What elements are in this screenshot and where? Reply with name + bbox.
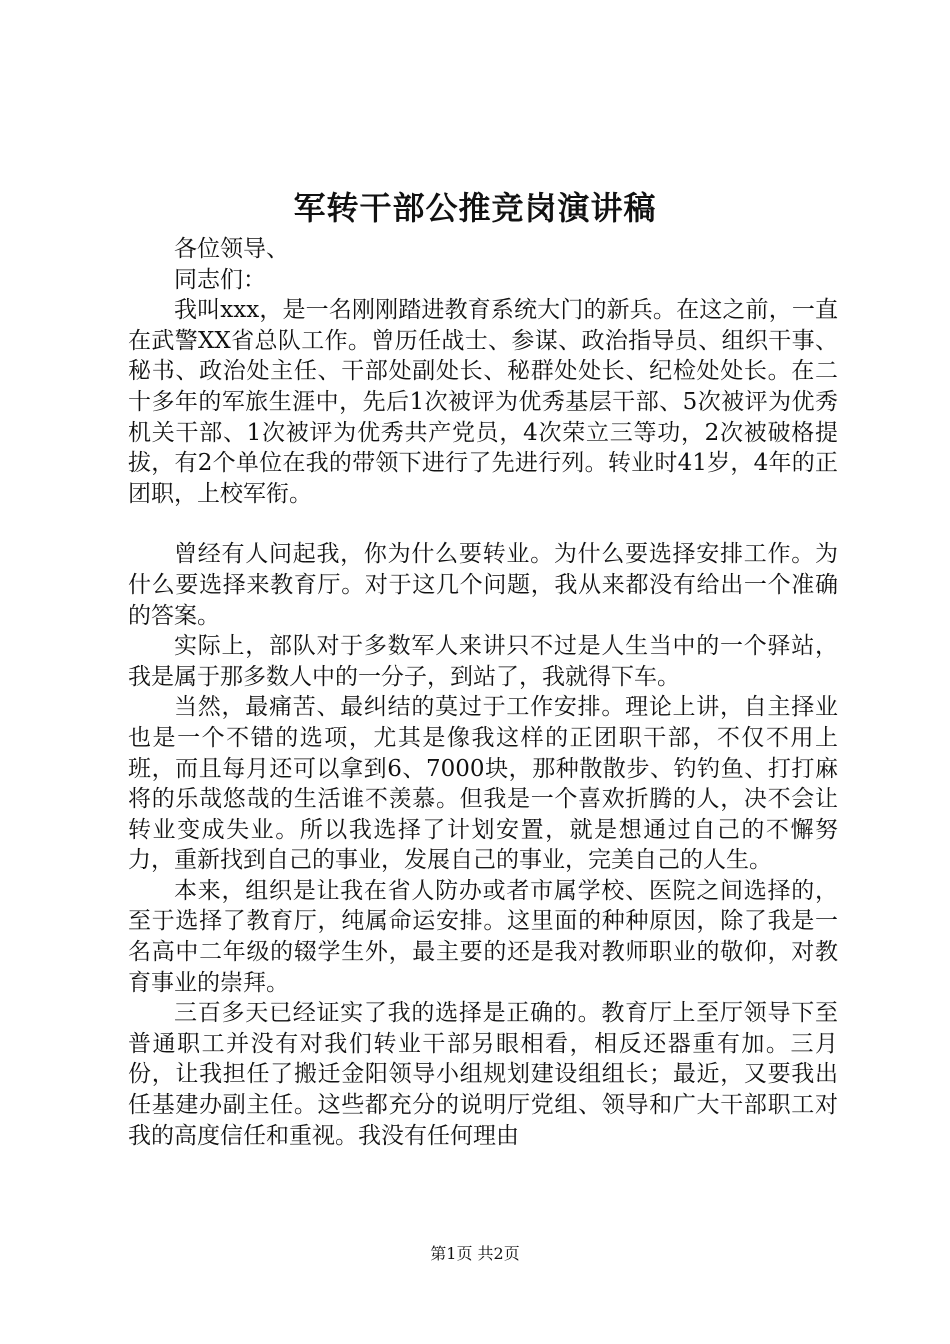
document-title: 军转干部公推竞岗演讲稿 xyxy=(293,189,657,227)
paragraph-why-transfer: 曾经有人问起我，你为什么要转业。为什么要选择安排工作。为什么要选择来教育厅。对于这几个问题，我从来都没有给出一个准确的答案。 xyxy=(128,541,838,629)
salutation-leaders: 各位领导、 xyxy=(174,236,289,262)
paragraph-station: 实际上，部队对于多数军人来讲只不过是人生当中的一个驿站，我是属于那多数人中的一分子，到站了，我就得下车。 xyxy=(128,633,838,690)
salutation-comrades: 同志们： xyxy=(174,266,266,293)
paragraph-introduction: 我叫xxx，是一名刚刚踏进教育系统大门的新兵。在这之前，一直在武警XX省总队工作。曾历任战士、参谋、政治指导员、组织干事、秘书、政治处主任、干部处副处长、秘群处处长、纪检处处长。在二十多年的军旅生涯中，先后1次被评为优秀基层干部、5次被评为优秀机关干部、1次被评为优秀共产党员，4次荣立三等功，2次被破格提拔，有2个单位在我的带领下进行了先进行列。转业时41岁，4年的正团职，上校军衔。 xyxy=(128,297,838,507)
page-number: 第1页 共2页 xyxy=(430,1244,520,1263)
paragraph-confirmation: 三百多天已经证实了我的选择是正确的。教育厅上至厅领导下至普通职工并没有对我们转业干部另眼相看，相反还器重有加。三月份，让我担任了搬迁金阳领导小组规划建设组组长；最近，又要我出任基建办副主任。这些都充分的说明厅党组、领导和广大干部职工对我的高度信任和重视。我没有任何理由 xyxy=(128,1000,838,1149)
document-body xyxy=(128,234,838,1151)
paragraph-education-choice: 本来，组织是让我在省人防办或者市属学校、医院之间选择的，至于选择了教育厅，纯属命运安排。这里面的种种原因，除了我是一名高中二年级的辍学生外，最主要的还是我对教师职业的敬仰，对教育事业的崇拜。 xyxy=(128,877,838,996)
paragraph-job-choice: 当然，最痛苦、最纠结的莫过于工作安排。理论上讲，自主择业也是一个不错的选项，尤其是像我这样的正团职干部，不仅不用上班，而且每月还可以拿到6、7000块，那种散散步、钓钓鱼、打打麻将的乐哉悠哉的生活谁不羡慕。但我是一个喜欢折腾的人，决不会让转业变成失业。所以我选择了计划安置，就是想通过自己的不懈努力，重新找到自己的事业，发展自己的事业，完美自己的人生。 xyxy=(128,694,838,874)
